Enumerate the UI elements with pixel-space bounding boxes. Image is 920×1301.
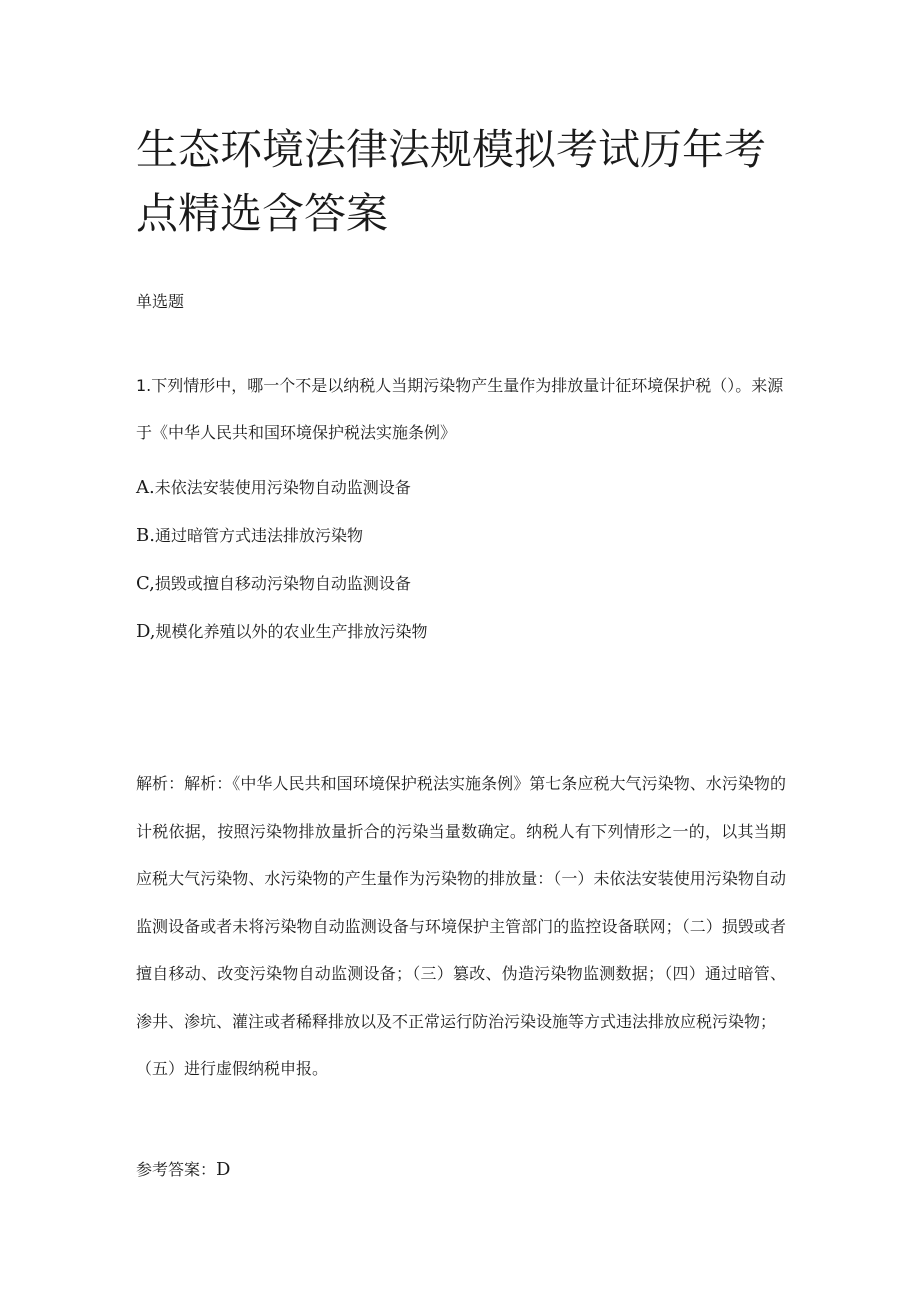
option-letter: D, [136,621,156,642]
option-d [136,620,786,668]
option-text: 损毁或擅自移动污染物自动监测设备 [154,574,411,593]
analysis-paragraph: （五）进行虚假纳税申报。 [136,1059,329,1078]
option-letter: B. [136,525,155,546]
option-list [136,476,786,668]
document-title: 生态环境法律法规模拟考试历年考点精选含答案 [136,125,767,238]
question-number: 1. [136,376,152,395]
answer-value: D [216,1159,231,1180]
option-c [136,572,786,620]
question [136,362,786,456]
option-b [136,524,786,572]
option-text: 通过暗管方式违法排放污染物 [154,526,363,545]
option-letter: A. [136,477,155,498]
option-text: 未依法安装使用污染物自动监测设备 [154,478,411,497]
section-label: 单选题 [136,292,185,311]
option-text: 规模化养殖以外的农业生产排放污染物 [155,622,428,641]
reference-answer [136,1158,230,1182]
analysis-paragraph: 解析：解析：《中华人民共和国环境保护税法实施条例》第七条应税大气污染物、水污染物的计税依据，按照污染物排放量折合的污染当量数确定。纳税人有下列情形之一的，以其当期应税大气污染物、水污染物的产生量作为污染物的排放量：（一）未依法安装使用污染物自动监测设备或者未将污染物自动监测设备与环境保护主管部门的监控设备联网；（二）损毁或者擅自移动、改变污染物自动监测设备；（三）篡改、伪造污染物监测数据；（四）通过暗管、渗井、渗坑、灌注或者稀释排放以及不正常运行防治污染设施等方式违法排放应税污染物； [136,774,786,1031]
analysis [136,760,786,1093]
answer-label: 参考答案： [136,1160,217,1179]
option-letter: C, [136,573,155,594]
question-text: 下列情形中，哪一个不是以纳税人当期污染物产生量作为排放量计征环境保护税（）。来源于《中华人民共和国环境保护税法实施条例》 [136,376,784,442]
option-a [136,476,786,524]
